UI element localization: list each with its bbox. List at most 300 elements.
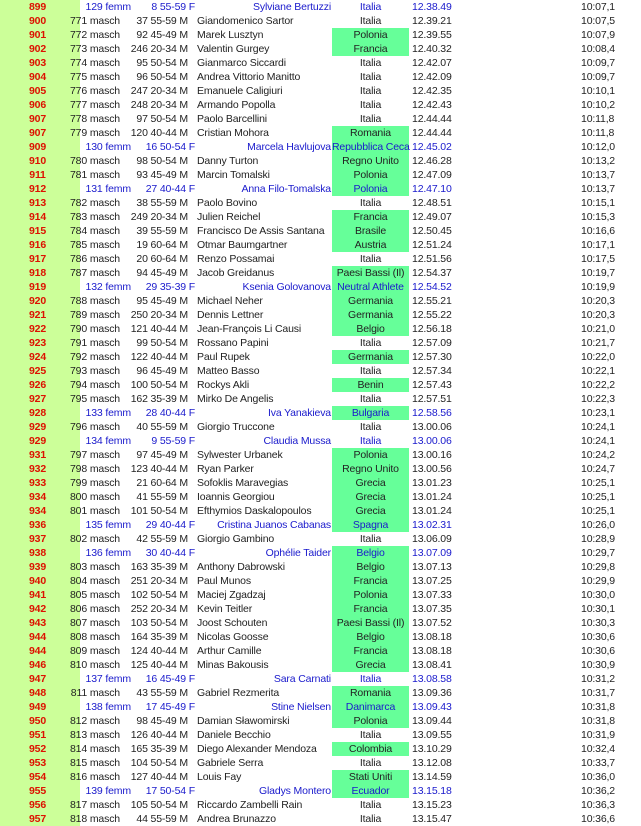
- finish-time-cell: 12.42.09: [412, 71, 452, 83]
- category-rank-cell: 28 40-44 F: [145, 407, 195, 419]
- category-rank-cell: 122 40-44 M: [130, 351, 188, 363]
- gender-rank-cell: 782 masch: [69, 197, 120, 209]
- pace-cell: 10:28,9: [581, 533, 615, 545]
- table-row: [0, 658, 641, 672]
- gender-rank-cell: 816 masch: [69, 771, 120, 783]
- table-row: [0, 602, 641, 616]
- country-cell: Paesi Bassi (Il): [332, 616, 409, 630]
- overall-rank-cell: 909: [28, 141, 47, 153]
- table-row: [0, 252, 641, 266]
- country-cell: Italia: [359, 799, 382, 811]
- table-row: [0, 210, 641, 224]
- pace-cell: 10:19,7: [581, 267, 615, 279]
- overall-rank-cell: 943: [28, 617, 47, 629]
- country-cell: Italia: [359, 421, 382, 433]
- overall-rank-cell: 954: [28, 771, 47, 783]
- pace-cell: 10:12,0: [581, 141, 615, 153]
- table-row: [0, 266, 641, 280]
- pace-cell: 10:33,7: [581, 757, 615, 769]
- athlete-name-cell: Julien Reichel: [197, 211, 261, 223]
- country-cell: Italia: [359, 253, 382, 265]
- gender-rank-cell: 775 masch: [69, 71, 120, 83]
- overall-rank-cell: 921: [28, 309, 47, 321]
- pace-cell: 10:11,8: [581, 127, 615, 139]
- table-row: [0, 798, 641, 812]
- finish-time-cell: 12.40.32: [412, 43, 452, 55]
- table-row: [0, 294, 641, 308]
- pace-cell: 10:09,7: [581, 57, 615, 69]
- overall-rank-cell: 934: [28, 505, 47, 517]
- table-row: [0, 70, 641, 84]
- overall-rank-cell: 904: [28, 71, 47, 83]
- category-rank-cell: 21 60-64 M: [136, 477, 188, 489]
- country-cell: Italia: [359, 1, 382, 13]
- category-rank-cell: 94 45-49 M: [136, 267, 188, 279]
- pace-cell: 10:21,0: [581, 323, 615, 335]
- category-rank-cell: 27 40-44 F: [145, 183, 195, 195]
- gender-rank-cell: 131 femm: [85, 183, 131, 195]
- table-row: [0, 196, 641, 210]
- table-row: [0, 224, 641, 238]
- table-row: [0, 182, 641, 196]
- category-rank-cell: 162 35-39 M: [130, 393, 188, 405]
- gender-rank-cell: 135 femm: [85, 519, 131, 531]
- country-cell: Polonia: [332, 448, 409, 462]
- table-row: [0, 112, 641, 126]
- category-rank-cell: 96 45-49 M: [136, 365, 188, 377]
- finish-time-cell: 12.42.43: [412, 99, 452, 111]
- overall-rank-cell: 946: [28, 659, 47, 671]
- gender-rank-cell: 774 masch: [69, 57, 120, 69]
- category-rank-cell: 246 20-34 M: [130, 43, 188, 55]
- gender-rank-cell: 790 masch: [69, 323, 120, 335]
- overall-rank-cell: 920: [28, 295, 47, 307]
- pace-cell: 10:26,0: [581, 519, 615, 531]
- country-cell: Benin: [332, 378, 409, 392]
- athlete-name-cell: Paolo Bovino: [197, 197, 258, 209]
- category-rank-cell: 163 35-39 M: [130, 561, 188, 573]
- category-rank-cell: 9 55-59 F: [151, 435, 195, 447]
- overall-rank-cell: 955: [28, 785, 47, 797]
- overall-rank-cell: 950: [28, 715, 47, 727]
- athlete-name-cell: Mirko De Angelis: [197, 393, 274, 405]
- athlete-name-cell: Arthur Camille: [197, 645, 262, 657]
- athlete-name-cell: Marcela Havlujova: [247, 141, 331, 153]
- gender-rank-cell: 800 masch: [69, 491, 120, 503]
- gender-rank-cell: 793 masch: [69, 365, 120, 377]
- finish-time-cell: 12.42.35: [412, 85, 452, 97]
- table-row: [0, 84, 641, 98]
- overall-rank-cell: 937: [28, 533, 47, 545]
- pace-cell: 10:36,3: [581, 799, 615, 811]
- finish-time-cell: 12.57.30: [412, 351, 452, 363]
- gender-rank-cell: 805 masch: [69, 589, 120, 601]
- gender-rank-cell: 783 masch: [69, 211, 120, 223]
- table-row: [0, 336, 641, 350]
- country-cell: Italia: [359, 393, 382, 405]
- country-cell: Grecia: [332, 476, 409, 490]
- overall-rank-cell: 928: [28, 407, 47, 419]
- pace-cell: 10:30,9: [581, 659, 615, 671]
- table-row: [0, 686, 641, 700]
- gender-rank-cell: 138 femm: [85, 701, 131, 713]
- gender-rank-cell: 781 masch: [69, 169, 120, 181]
- pace-cell: 10:13,2: [581, 155, 615, 167]
- pace-cell: 10:22,1: [581, 365, 615, 377]
- overall-rank-cell: 918: [28, 267, 47, 279]
- athlete-name-cell: Diego Alexander Mendoza: [197, 743, 317, 755]
- athlete-name-cell: Gladys Montero: [258, 785, 331, 797]
- gender-rank-cell: 773 masch: [69, 43, 120, 55]
- athlete-name-cell: Riccardo Zambelli Rain: [197, 799, 303, 811]
- table-row: [0, 28, 641, 42]
- category-rank-cell: 43 55-59 M: [136, 687, 188, 699]
- country-cell: Regno Unito: [332, 154, 409, 168]
- country-cell: Germania: [332, 308, 409, 322]
- pace-cell: 10:09,7: [581, 71, 615, 83]
- category-rank-cell: 123 40-44 M: [130, 463, 188, 475]
- category-rank-cell: 40 55-59 M: [136, 421, 188, 433]
- athlete-name-cell: Sofoklis Maravegias: [197, 477, 289, 489]
- overall-rank-cell: 911: [29, 169, 46, 181]
- athlete-name-cell: Maciej Zgadzaj: [197, 589, 266, 601]
- table-row: [0, 462, 641, 476]
- finish-time-cell: 13.07.35: [412, 603, 452, 615]
- category-rank-cell: 29 40-44 F: [145, 519, 195, 531]
- athlete-name-cell: Valentin Gurgey: [197, 43, 270, 55]
- athlete-name-cell: Damian Sławomirski: [197, 715, 290, 727]
- athlete-name-cell: Rossano Papini: [197, 337, 269, 349]
- gender-rank-cell: 779 masch: [69, 127, 120, 139]
- finish-time-cell: 12.38.49: [412, 1, 452, 13]
- overall-rank-cell: 916: [28, 239, 47, 251]
- pace-cell: 10:10,2: [581, 99, 615, 111]
- country-cell: Francia: [332, 42, 409, 56]
- overall-rank-cell: 915: [28, 225, 47, 237]
- finish-time-cell: 13.09.36: [412, 687, 452, 699]
- pace-cell: 10:10,1: [581, 85, 615, 97]
- athlete-name-cell: Ryan Parker: [197, 463, 254, 475]
- finish-time-cell: 12.45.02: [412, 141, 452, 153]
- country-cell: Italia: [359, 757, 382, 769]
- overall-rank-cell: 927: [28, 393, 47, 405]
- overall-rank-cell: 917: [28, 253, 47, 265]
- pace-cell: 10:25,1: [581, 477, 615, 489]
- overall-rank-cell: 907: [28, 113, 47, 125]
- gender-rank-cell: 808 masch: [69, 631, 120, 643]
- gender-rank-cell: 789 masch: [69, 309, 120, 321]
- country-cell: Belgio: [332, 546, 409, 560]
- finish-time-cell: 13.10.29: [412, 743, 452, 755]
- table-row: [0, 420, 641, 434]
- gender-rank-cell: 787 masch: [69, 267, 120, 279]
- category-rank-cell: 120 40-44 M: [130, 127, 188, 139]
- pace-cell: 10:31,9: [581, 729, 615, 741]
- athlete-name-cell: Nicolas Goosse: [197, 631, 269, 643]
- country-cell: Germania: [332, 294, 409, 308]
- athlete-name-cell: Gianmarco Siccardi: [197, 57, 286, 69]
- gender-rank-cell: 817 masch: [69, 799, 120, 811]
- category-rank-cell: 103 50-54 M: [130, 617, 188, 629]
- athlete-name-cell: Ksenia Golovanova: [242, 281, 331, 293]
- country-cell: Stati Uniti: [332, 770, 409, 784]
- pace-cell: 10:16,6: [581, 225, 615, 237]
- athlete-name-cell: Rockys Akli: [197, 379, 250, 391]
- category-rank-cell: 249 20-34 M: [130, 211, 188, 223]
- pace-cell: 10:30,3: [581, 617, 615, 629]
- athlete-name-cell: Marcin Tomalski: [197, 169, 270, 181]
- athlete-name-cell: Sylviane Bertuzzi: [253, 1, 331, 13]
- finish-time-cell: 13.00.06: [412, 435, 452, 447]
- category-rank-cell: 99 50-54 M: [136, 337, 188, 349]
- gender-rank-cell: 802 masch: [69, 533, 120, 545]
- finish-time-cell: 12.48.51: [412, 197, 452, 209]
- finish-time-cell: 12.54.37: [412, 267, 452, 279]
- pace-cell: 10:20,3: [581, 295, 615, 307]
- pace-cell: 10:30,1: [581, 603, 615, 615]
- pace-cell: 10:07,9: [581, 29, 615, 41]
- athlete-name-cell: Marek Lusztyn: [197, 29, 264, 41]
- table-row: [0, 756, 641, 770]
- athlete-name-cell: Iva Yanakieva: [267, 407, 331, 419]
- pace-cell: 10:22,3: [581, 393, 615, 405]
- gender-rank-cell: 813 masch: [69, 729, 120, 741]
- overall-rank-cell: 901: [28, 29, 47, 41]
- country-cell: Grecia: [332, 490, 409, 504]
- table-row: [0, 630, 641, 644]
- table-row: [0, 406, 641, 420]
- finish-time-cell: 12.50.45: [412, 225, 452, 237]
- country-cell: Polonia: [332, 714, 409, 728]
- table-row: [0, 42, 641, 56]
- gender-rank-cell: 777 masch: [69, 99, 120, 111]
- gender-rank-cell: 814 masch: [69, 743, 120, 755]
- category-rank-cell: 41 55-59 M: [136, 491, 188, 503]
- country-cell: Italia: [359, 435, 382, 447]
- finish-time-cell: 12.55.22: [412, 309, 452, 321]
- table-row: [0, 322, 641, 336]
- finish-time-cell: 12.57.51: [412, 393, 452, 405]
- table-row: [0, 56, 641, 70]
- country-cell: Bulgaria: [332, 406, 409, 420]
- country-cell: Francia: [332, 574, 409, 588]
- finish-time-cell: 13.00.16: [412, 449, 452, 461]
- pace-cell: 10:17,1: [581, 239, 615, 251]
- finish-time-cell: 12.44.44: [412, 127, 452, 139]
- gender-rank-cell: 132 femm: [85, 281, 131, 293]
- finish-time-cell: 13.15.47: [412, 813, 452, 825]
- gender-rank-cell: 130 femm: [85, 141, 131, 153]
- finish-time-cell: 13.08.41: [412, 659, 452, 671]
- athlete-name-cell: Giandomenico Sartor: [197, 15, 294, 27]
- country-cell: Regno Unito: [332, 462, 409, 476]
- overall-rank-cell: 938: [28, 547, 47, 559]
- country-cell: Italia: [359, 337, 382, 349]
- country-cell: Italia: [359, 729, 382, 741]
- category-rank-cell: 30 40-44 F: [145, 547, 195, 559]
- gender-rank-cell: 129 femm: [85, 1, 131, 13]
- table-row: [0, 476, 641, 490]
- category-rank-cell: 100 50-54 M: [130, 379, 188, 391]
- finish-time-cell: 13.07.09: [412, 547, 452, 559]
- country-cell: Spagna: [332, 518, 409, 532]
- table-row: [0, 378, 641, 392]
- table-row: [0, 392, 641, 406]
- finish-time-cell: 12.57.43: [412, 379, 452, 391]
- gender-rank-cell: 784 masch: [69, 225, 120, 237]
- category-rank-cell: 8 55-59 F: [151, 1, 195, 13]
- table-row: [0, 770, 641, 784]
- table-row: [0, 364, 641, 378]
- finish-time-cell: 12.42.07: [412, 57, 452, 69]
- category-rank-cell: 126 40-44 M: [130, 729, 188, 741]
- country-cell: Brasile: [332, 224, 409, 238]
- athlete-name-cell: Giorgio Gambino: [197, 533, 275, 545]
- finish-time-cell: 13.09.43: [412, 701, 452, 713]
- country-cell: Italia: [359, 57, 382, 69]
- category-rank-cell: 101 50-54 M: [130, 505, 188, 517]
- country-cell: Austria: [332, 238, 409, 252]
- gender-rank-cell: 788 masch: [69, 295, 120, 307]
- finish-time-cell: 13.01.23: [412, 477, 452, 489]
- finish-time-cell: 13.00.56: [412, 463, 452, 475]
- athlete-name-cell: Jean-François Li Causi: [197, 323, 302, 335]
- overall-rank-cell: 944: [28, 631, 47, 643]
- gender-rank-cell: 792 masch: [69, 351, 120, 363]
- gender-rank-cell: 812 masch: [69, 715, 120, 727]
- pace-cell: 10:31,8: [581, 715, 615, 727]
- overall-rank-cell: 941: [28, 589, 47, 601]
- overall-rank-cell: 942: [28, 603, 47, 615]
- athlete-name-cell: Armando Popolla: [197, 99, 276, 111]
- overall-rank-cell: 914: [28, 211, 47, 223]
- overall-rank-cell: 933: [28, 477, 47, 489]
- overall-rank-cell: 953: [28, 757, 47, 769]
- category-rank-cell: 105 50-54 M: [130, 799, 188, 811]
- athlete-name-cell: Daniele Becchio: [197, 729, 271, 741]
- finish-time-cell: 12.57.34: [412, 365, 452, 377]
- overall-rank-cell: 903: [28, 57, 47, 69]
- finish-time-cell: 13.08.18: [412, 645, 452, 657]
- table-row: [0, 728, 641, 742]
- athlete-name-cell: Francisco De Assis Santana: [197, 225, 325, 237]
- finish-time-cell: 13.15.18: [412, 785, 452, 797]
- pace-cell: 10:31,7: [581, 687, 615, 699]
- table-row: [0, 154, 641, 168]
- overall-rank-cell: 934: [28, 491, 47, 503]
- overall-rank-cell: 912: [28, 183, 47, 195]
- table-row: [0, 644, 641, 658]
- gender-rank-cell: 795 masch: [69, 393, 120, 405]
- gender-rank-cell: 809 masch: [69, 645, 120, 657]
- overall-rank-cell: 931: [28, 449, 47, 461]
- category-rank-cell: 104 50-54 M: [130, 757, 188, 769]
- overall-rank-cell: 910: [28, 155, 47, 167]
- athlete-name-cell: Emanuele Caligiuri: [197, 85, 283, 97]
- finish-time-cell: 12.51.56: [412, 253, 452, 265]
- category-rank-cell: 98 45-49 M: [136, 715, 188, 727]
- athlete-name-cell: Danny Turton: [197, 155, 259, 167]
- country-cell: Polonia: [332, 28, 409, 42]
- pace-cell: 10:13,7: [581, 183, 615, 195]
- finish-time-cell: 13.15.23: [412, 799, 452, 811]
- table-row: [0, 700, 641, 714]
- pace-cell: 10:07,5: [581, 15, 615, 27]
- overall-rank-cell: 949: [28, 701, 47, 713]
- athlete-name-cell: Claudia Mussa: [263, 435, 331, 447]
- category-rank-cell: 96 50-54 M: [136, 71, 188, 83]
- pace-cell: 10:07,1: [581, 1, 615, 13]
- finish-time-cell: 12.57.09: [412, 337, 452, 349]
- overall-rank-cell: 929: [28, 421, 47, 433]
- overall-rank-cell: 952: [28, 743, 47, 755]
- finish-time-cell: 13.08.58: [412, 673, 452, 685]
- finish-time-cell: 12.55.21: [412, 295, 452, 307]
- country-cell: Romania: [332, 126, 409, 140]
- overall-rank-cell: 932: [28, 463, 47, 475]
- pace-cell: 10:21,7: [581, 337, 615, 349]
- pace-cell: 10:24,1: [581, 435, 615, 447]
- gender-rank-cell: 771 masch: [69, 15, 120, 27]
- finish-time-cell: 12.51.24: [412, 239, 452, 251]
- pace-cell: 10:30,0: [581, 589, 615, 601]
- table-row: [0, 588, 641, 602]
- category-rank-cell: 121 40-44 M: [130, 323, 188, 335]
- country-cell: Colombia: [332, 742, 409, 756]
- pace-cell: 10:32,4: [581, 743, 615, 755]
- country-cell: Grecia: [332, 504, 409, 518]
- gender-rank-cell: 815 masch: [69, 757, 120, 769]
- gender-rank-cell: 136 femm: [85, 547, 131, 559]
- category-rank-cell: 247 20-34 M: [130, 85, 188, 97]
- table-row: [0, 350, 641, 364]
- pace-cell: 10:15,1: [581, 197, 615, 209]
- gender-rank-cell: 807 masch: [69, 617, 120, 629]
- category-rank-cell: 95 45-49 M: [136, 295, 188, 307]
- category-rank-cell: 97 45-49 M: [136, 449, 188, 461]
- table-row: [0, 168, 641, 182]
- athlete-name-cell: Louis Fay: [197, 771, 242, 783]
- athlete-name-cell: Paul Rupek: [197, 351, 250, 363]
- table-row: [0, 140, 641, 154]
- gender-rank-cell: 799 masch: [69, 477, 120, 489]
- country-cell: Ecuador: [332, 784, 409, 798]
- pace-cell: 10:36,2: [581, 785, 615, 797]
- table-row: [0, 490, 641, 504]
- athlete-name-cell: Kevin Teitler: [197, 603, 253, 615]
- overall-rank-cell: 905: [28, 85, 47, 97]
- pace-cell: 10:30,6: [581, 631, 615, 643]
- pace-cell: 10:15,3: [581, 211, 615, 223]
- country-cell: Italia: [359, 533, 382, 545]
- country-cell: Belgio: [332, 560, 409, 574]
- finish-time-cell: 12.44.44: [412, 113, 452, 125]
- gender-rank-cell: 791 masch: [69, 337, 120, 349]
- athlete-name-cell: Andrea Vittorio Manitto: [197, 71, 301, 83]
- country-cell: Belgio: [332, 630, 409, 644]
- gender-rank-cell: 796 masch: [69, 421, 120, 433]
- overall-rank-cell: 956: [28, 799, 47, 811]
- athlete-name-cell: Gabriele Serra: [197, 757, 264, 769]
- country-cell: Italia: [359, 15, 382, 27]
- overall-rank-cell: 939: [28, 561, 47, 573]
- gender-rank-cell: 818 masch: [69, 813, 120, 825]
- country-cell: Francia: [332, 602, 409, 616]
- country-cell: Repubblica Ceca: [332, 141, 410, 153]
- finish-time-cell: 12.54.52: [412, 281, 452, 293]
- finish-time-cell: 13.14.59: [412, 771, 452, 783]
- country-cell: Polonia: [332, 182, 409, 196]
